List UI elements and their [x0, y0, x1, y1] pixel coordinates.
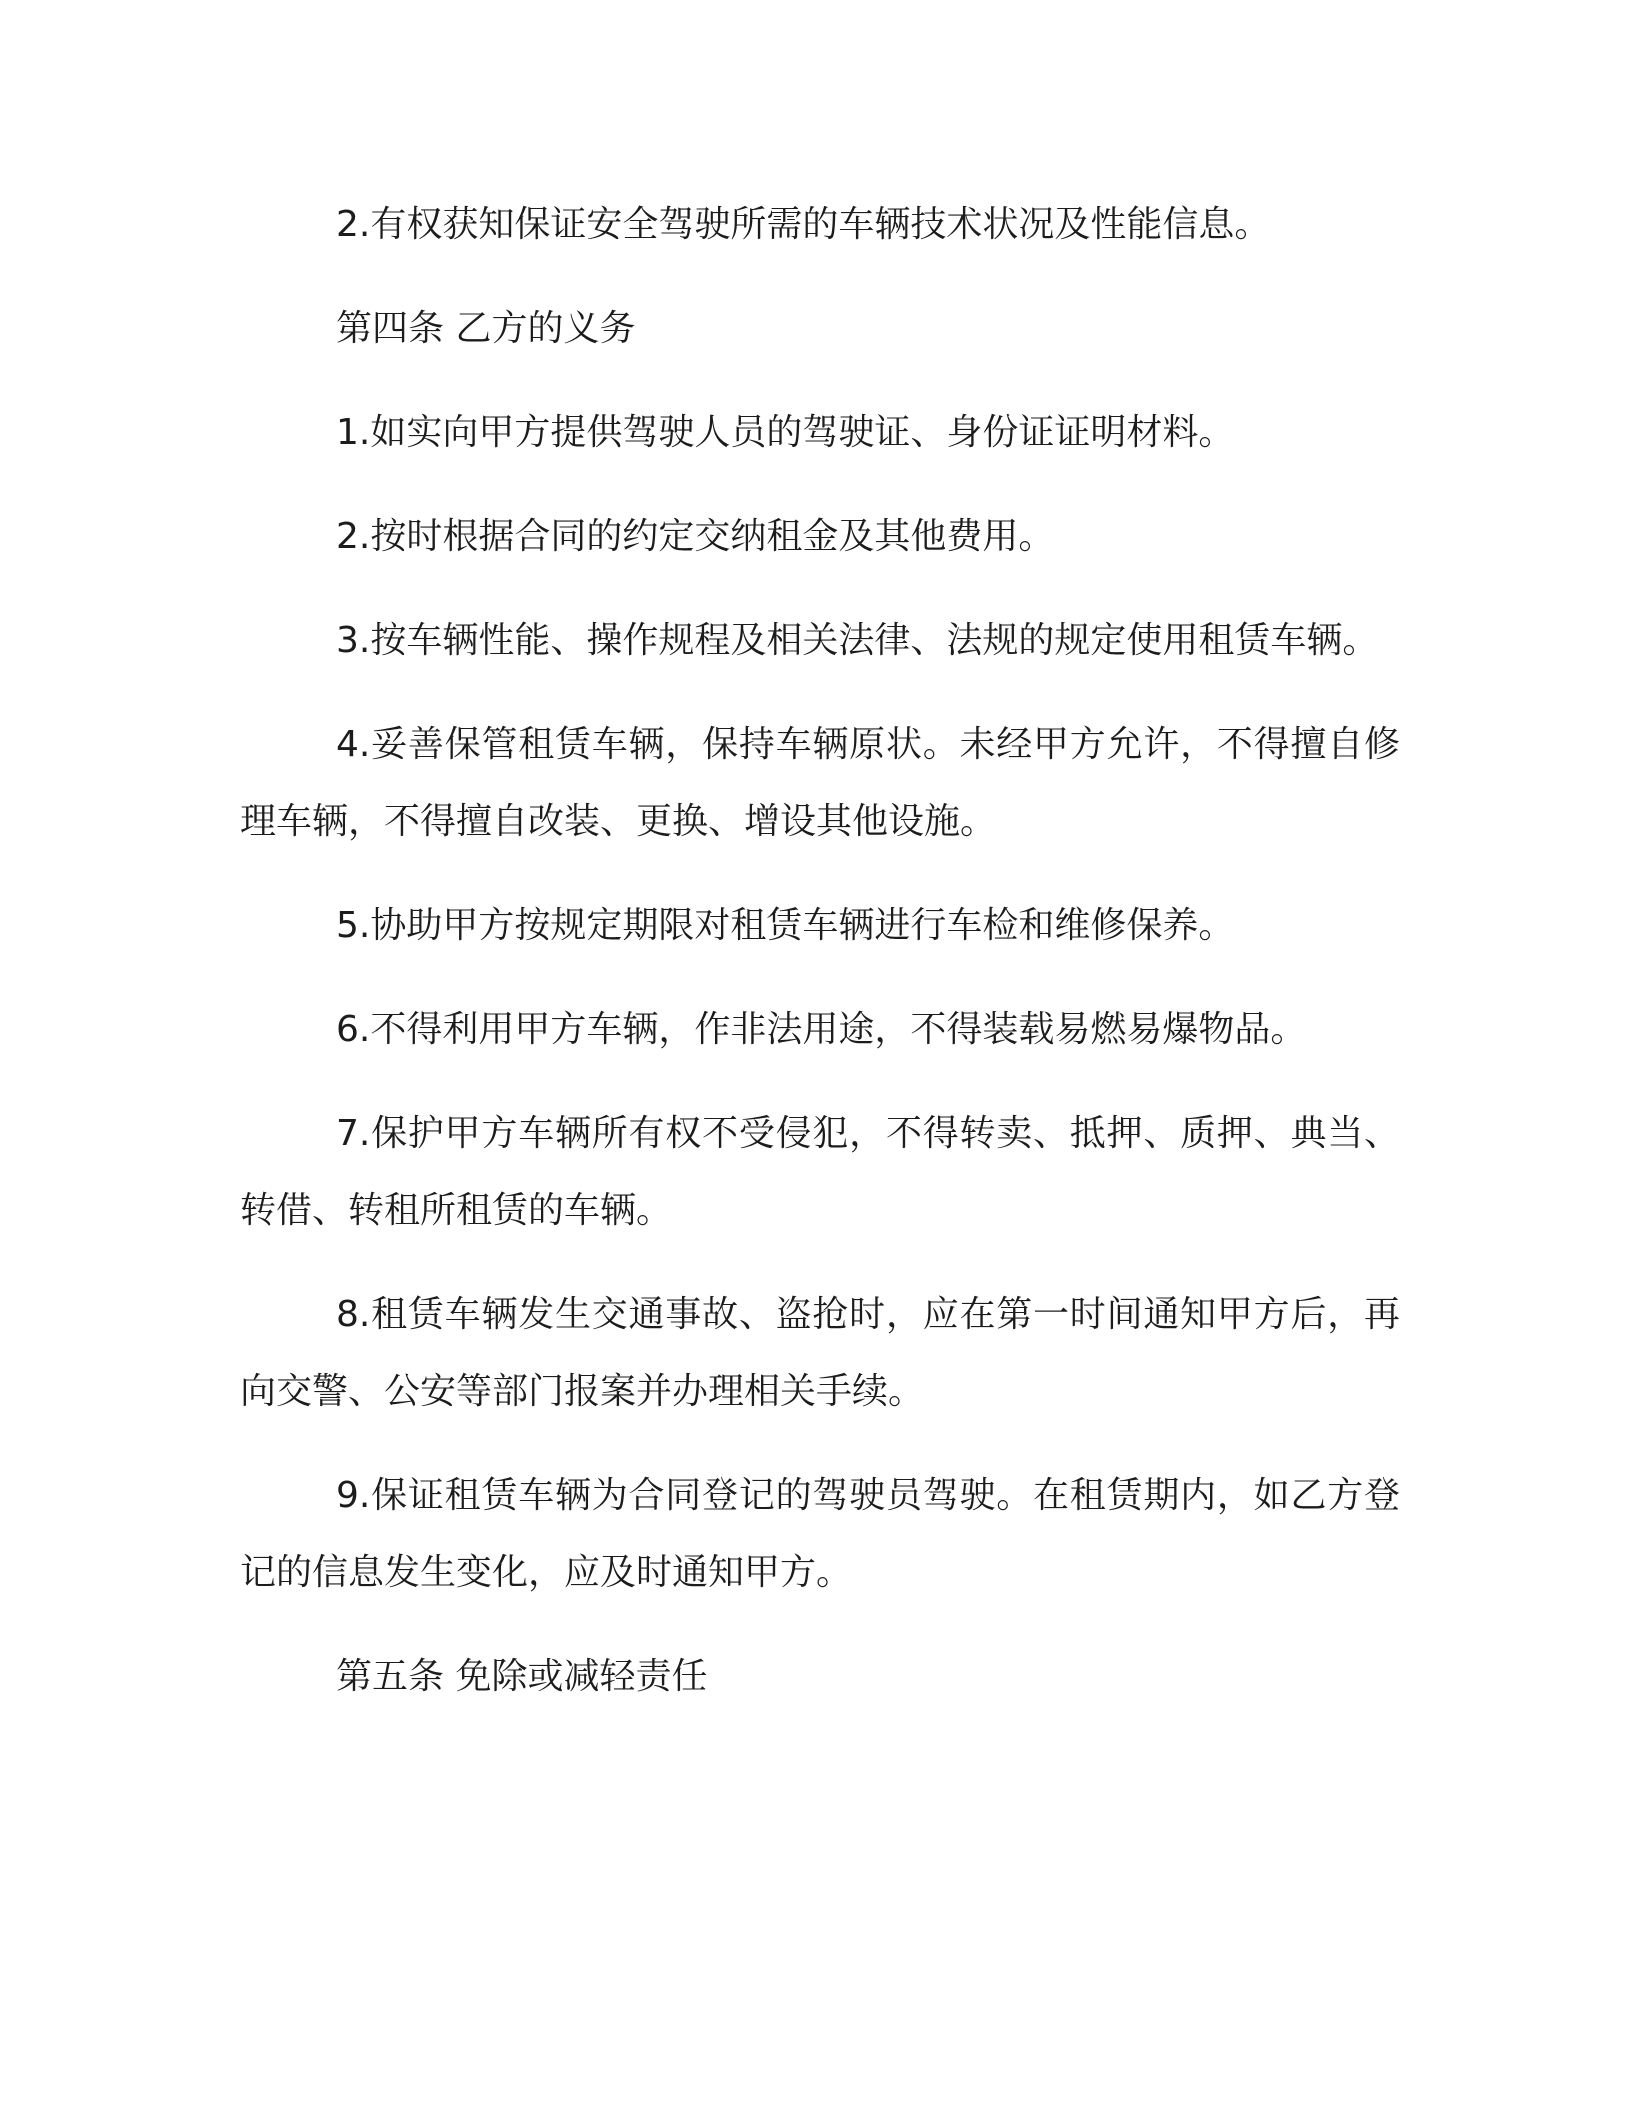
- paragraph-art4-item-3: 3.按车辆性能、操作规程及相关法律、法规的规定使用租赁车辆。: [336, 620, 1379, 661]
- paragraph-art4-item-1: 1.如实向甲方提供驾驶人员的驾驶证、身份证证明材料。: [336, 412, 1235, 453]
- paragraph-art4-item-6: 6.不得利用甲方车辆，作非法用途，不得装载易燃易爆物品。: [336, 1009, 1307, 1050]
- paragraph-art4-item-4: 4.妥善保管租赁车辆，保持车辆原状。未经甲方允许，不得擅自修理车辆，不得擅自改装、更换、增设其他设施。: [240, 724, 1400, 842]
- paragraph-art4-item-2: 2.按时根据合同的约定交纳租金及其他费用。: [336, 516, 1055, 557]
- document-body: [240, 186, 1400, 1742]
- article-4-heading: 第四条 乙方的义务: [336, 308, 636, 349]
- paragraph-art4-item-8: 8.租赁车辆发生交通事故、盗抢时，应在第一时间通知甲方后，再向交警、公安等部门报案并办理相关手续。: [240, 1294, 1400, 1412]
- paragraph-art4-item-5: 5.协助甲方按规定期限对租赁车辆进行车检和维修保养。: [336, 905, 1235, 946]
- paragraph-art4-item-9: 9.保证租赁车辆为合同登记的驾驶员驾驶。在租赁期内，如乙方登记的信息发生变化，应及时通知甲方。: [240, 1475, 1400, 1593]
- paragraph-art4-item-7: 7.保护甲方车辆所有权不受侵犯，不得转卖、抵押、质押、典当、转借、转租所租赁的车辆。: [240, 1113, 1400, 1231]
- paragraph-art3-item-2: 2.有权获知保证安全驾驶所需的车辆技术状况及性能信息。: [336, 204, 1271, 245]
- article-5-heading: 第五条 免除或减轻责任: [336, 1656, 708, 1697]
